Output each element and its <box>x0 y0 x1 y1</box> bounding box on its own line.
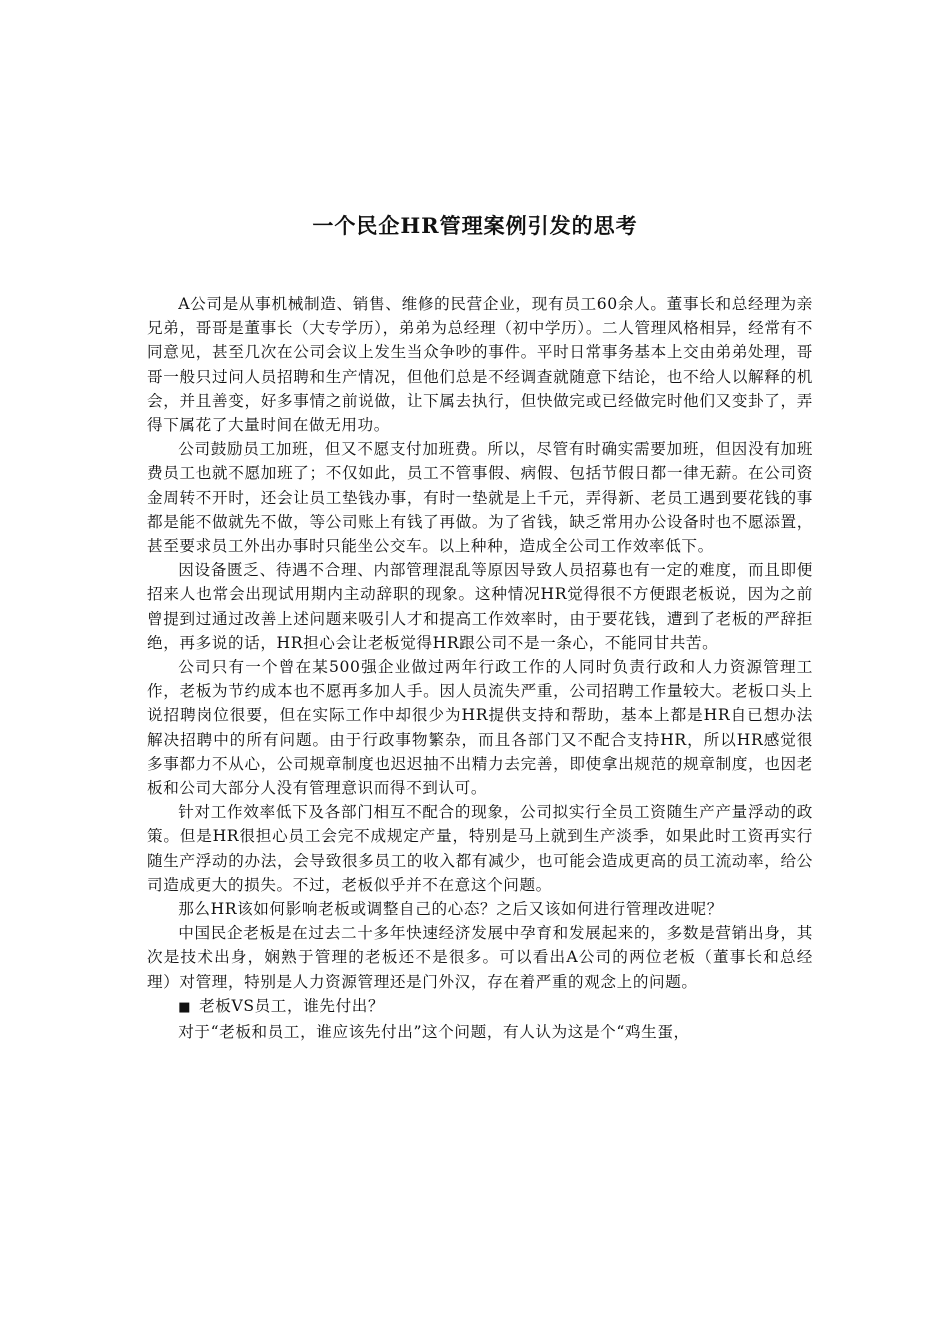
square-bullet-icon: ■ <box>178 999 192 1015</box>
paragraph-8: 对于“老板和员工，谁应该先付出”这个问题，有人认为这是个“鸡生蛋， <box>178 1023 690 1042</box>
document-title: 一个民企HR管理案例引发的思考 <box>312 213 638 238</box>
paragraph-3: 因设备匮乏、待遇不合理、内部管理混乱等原因导致人员招募也有一定的难度，而且即便招来人也常会出现试用期内主动辞职的现象。这种情况HR觉得很不方便跟老板说，因为之前曾提到过通过改善上述问题来吸引人才和提高工作效率时，由于要花钱，遭到了老板的严辞拒绝，再多说的话，HR担心会让老板觉得HR跟公司不是一条心，不能同甘共苦。 <box>147 561 813 652</box>
paragraph-4: 公司只有一个曾在某500强企业做过两年行政工作的人同时负责行政和人力资源管理工作，老板为节约成本也不愿再多加人手。因人员流失严重，公司招聘工作量较大。老板口头上说招聘岗位很要，但在实际工作中却很少为HR提供支持和帮助，基本上都是HR自已想办法解决招聘中的所有问题。由于行政事物繁杂，而且各部门又不配合支持HR，所以HR感觉很多事都力不从心，公司规章制度也迟迟抽不出精力去完善，即使拿出规范的规章制度，也因老板和公司大部分人没有管理意识而得不到认可。 <box>147 658 813 798</box>
section-heading <box>147 994 813 1020</box>
paragraph-5: 针对工作效率低下及各部门相互不配合的现象，公司拟实行全员工资随生产产量浮动的政策。但是HR很担心员工会完不成规定产量，特别是马上就到生产淡季，如果此时工资再实行随生产浮动的办法，会导致很多员工的收入都有减少，也可能会造成更高的员工流动率，给公司造成更大的损失。不过，老板似乎并不在意这个问题。 <box>147 803 813 894</box>
paragraph-2: 公司鼓励员工加班，但又不愿支付加班费。所以，尽管有时确实需要加班，但因没有加班费员工也就不愿加班了；不仅如此，员工不管事假、病假、包括节假日都一律无薪。在公司资金周转不开时，还会让员工垫钱办事，有时一垫就是上千元，弄得新、老员工遇到要花钱的事都是能不做就先不做，等公司账上有钱了再做。为了省钱，缺乏常用办公设备时也不愿添置，甚至要求员工外出办事时只能坐公交车。以上种种，造成全公司工作效率低下。 <box>147 440 813 556</box>
document-body <box>147 292 813 1044</box>
section-heading-text: 老板VS员工，谁先付出？ <box>199 996 385 1015</box>
paragraph-6: 那么HR该如何影响老板或调整自己的心态？之后又该如何进行管理改进呢？ <box>178 900 723 919</box>
paragraph-7: 中国民企老板是在过去二十多年快速经济发展中孕育和发展起来的，多数是营销出身，其次是技术出身，娴熟于管理的老板还不是很多。可以看出A公司的两位老板（董事长和总经理）对管理，特别是人力资源管理还是门外汉，存在着严重的观念上的问题。 <box>147 924 813 991</box>
paragraph-1: A公司是从事机械制造、销售、维修的民营企业，现有员工60余人。董事长和总经理为亲兄弟，哥哥是董事长（大专学历），弟弟为总经理（初中学历）。二人管理风格相异，经常有不同意见，甚至几次在公司会议上发生当众争吵的事件。平时日常事务基本上交由弟弟处理，哥哥一般只过问人员招聘和生产情况，但他们总是不经调查就随意下结论，也不给人以解释的机会，并且善变，好多事情之前说做，让下属去执行，但快做完或已经做完时他们又变卦了，弄得下属花了大量时间在做无用功。 <box>147 295 813 435</box>
